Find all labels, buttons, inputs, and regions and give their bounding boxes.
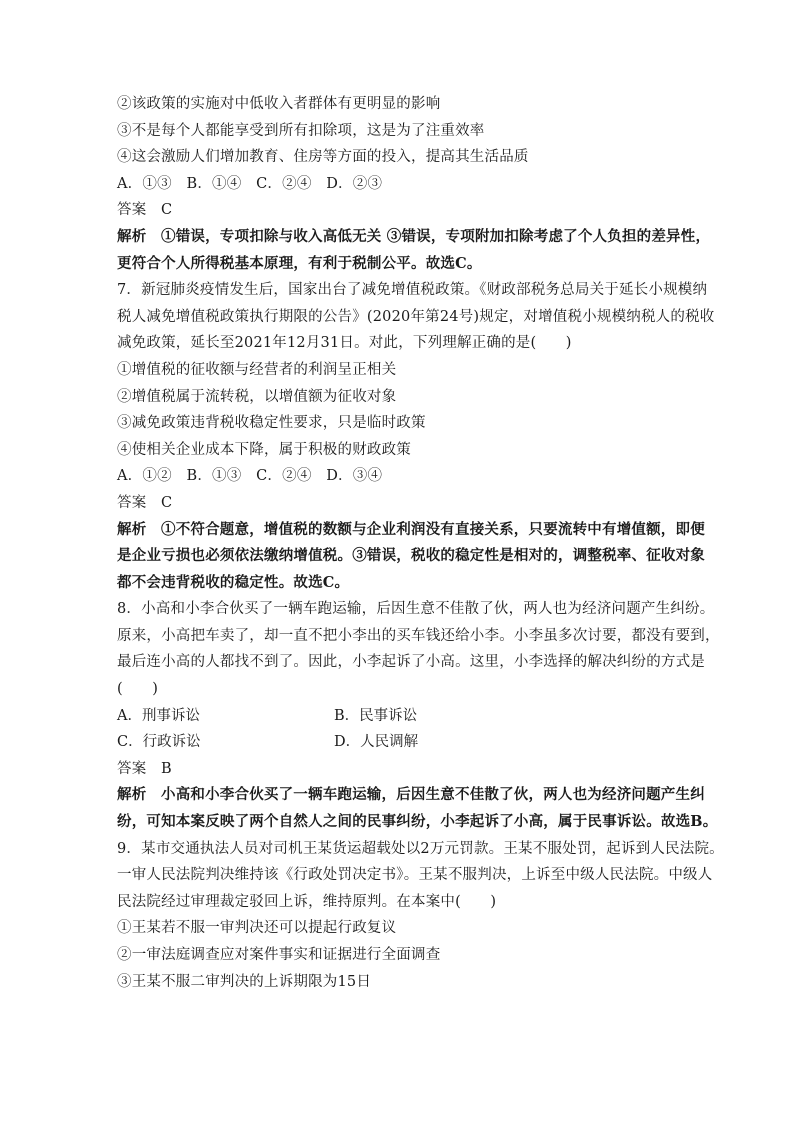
document-page [117, 91, 724, 995]
text-line: ( ) [117, 681, 159, 698]
analysis-line [117, 224, 711, 251]
answer-options [117, 703, 677, 730]
text-line: 民法院经过审理裁定驳回上诉，维持原判。在本案中( ) [117, 893, 497, 910]
answer-line [117, 197, 677, 224]
text-line: 税人减免增值税政策执行期限的公告》(2020年第24号)规定，对增值税小规模纳税人的税收 [117, 308, 715, 325]
text-line: ①增值税的征收额与经营者的利润呈正相关 [117, 361, 397, 378]
answer-value: B [161, 760, 172, 777]
option-c: C．行政诉讼 [117, 734, 201, 751]
text-line: 原来，小高把车卖了，却一直不把小李出的买车钱还给小李。小李虽多次讨要，都没有要到， [117, 627, 720, 644]
text-line: ③减免政策违背税收稳定性要求，只是临时政策 [117, 415, 426, 432]
analysis-text: 小高和小李合伙买了一辆车跑运输，后因生意不佳散了伙，两人也为经济问题产生纠 [161, 786, 705, 804]
question-7: 7．新冠肺炎疫情发生后，国家出台了减免增值税政策。《财政部税务总局关于延长小规模纳 [117, 282, 708, 299]
answer-value: C [161, 494, 173, 511]
option-d: D．人民调解 [334, 734, 419, 751]
analysis-line [117, 517, 705, 544]
text-line: ③王某不服二审判决的上诉期限为15日 [117, 973, 372, 990]
analysis-label: 解析 [117, 520, 147, 538]
answer-label: 答案 [117, 202, 147, 219]
text-line: ②该政策的实施对中低收入者群体有更明显的影响 [117, 96, 441, 112]
text-line: 都不会违背税收的稳定性。故选C。 [117, 573, 350, 591]
answer-label: 答案 [117, 760, 147, 777]
analysis-line [117, 782, 705, 809]
answer-line [117, 756, 677, 783]
text-line: ①王某若不服一审判决还可以提起行政复议 [117, 920, 397, 937]
text-line: ②一审法庭调查应对案件事实和证据进行全面调查 [117, 947, 441, 963]
option-a: A．刑事诉讼 [117, 707, 200, 724]
text-line: 一审人民法院判决维持该《行政处罚决定书》。王某不服判决，上诉至中级人民法院。中级人 [117, 867, 713, 884]
text-line: 减免政策，延长至2021年12月31日。对此，下列理解正确的是( ) [117, 335, 572, 352]
answer-options [117, 729, 677, 756]
text-line: 纷，可知本案反映了两个自然人之间的民事纠纷，小李起诉了小高，属于民事诉讼。故选B。 [117, 813, 718, 831]
analysis-label: 解析 [117, 227, 147, 245]
text-line: ②增值税属于流转税，以增值额为征收对象 [117, 388, 397, 405]
text-line: ④使相关企业成本下降，属于积极的财政政策 [117, 441, 411, 458]
question-9: 9．某市交通执法人员对司机王某货运超载处以2万元罚款。王某不服处罚，起诉到人民法院。 [117, 840, 724, 857]
answer-value: C [161, 202, 173, 219]
text-line: 最后连小高的人都找不到了。因此，小李起诉了小高。这里，小李选择的解决纠纷的方式是 [117, 654, 705, 671]
text-line: 是企业亏损也必须依法缴纳增值税。③错误，税收的稳定性是相对的，调整税率、征收对象 [117, 547, 705, 565]
option-b: B．民事诉讼 [334, 707, 418, 724]
answer-label: 答案 [117, 494, 147, 511]
answer-options: A．①② B．①③ C．②④ D．③④ [117, 468, 383, 485]
analysis-text: ①错误，专项扣除与收入高低无关 ③错误，专项附加扣除考虑了个人负担的差异性， [161, 227, 711, 245]
answer-line [117, 490, 677, 517]
analysis-label: 解析 [117, 786, 147, 804]
text-line: ③不是每个人都能享受到所有扣除项，这是为了注重效率 [117, 122, 485, 139]
analysis-text: ①不符合题意，增值税的数额与企业利润没有直接关系，只要流转中有增值额，即便 [161, 520, 705, 538]
text-line: ④这会激励人们增加教育、住房等方面的投入，提高其生活品质 [117, 149, 529, 166]
text-line: 更符合个人所得税基本原理，有利于税制公平。故选C。 [117, 254, 482, 272]
answer-options: A．①③ B．①④ C．②④ D．②③ [117, 175, 383, 192]
question-8: 8．小高和小李合伙买了一辆车跑运输，后因生意不佳散了伙，两人也为经济问题产生纠纷。 [117, 601, 715, 618]
